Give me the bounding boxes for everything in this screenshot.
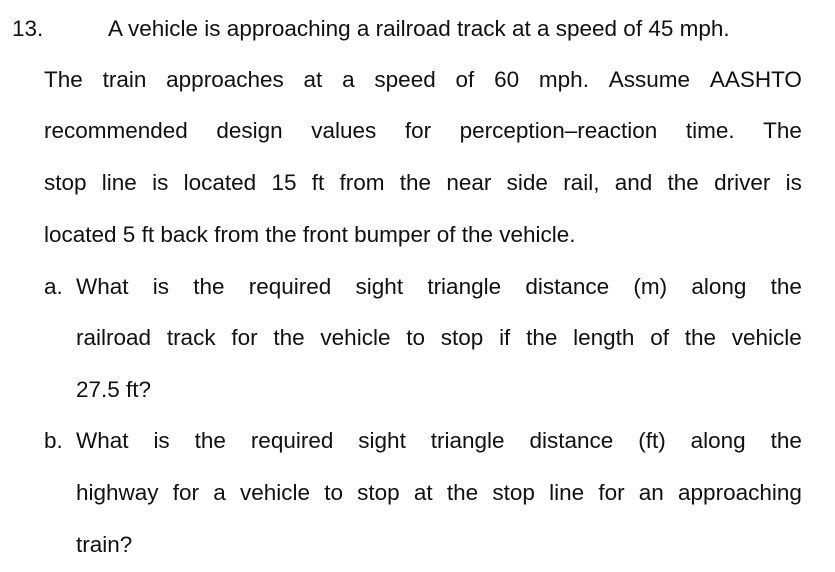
part-b-line-1-word: required (250, 428, 334, 453)
part-b-line-2-word: for (598, 480, 625, 505)
part-b-line-2-word: stop (492, 480, 535, 505)
stem-line-2-word: AASHTO (709, 67, 802, 92)
part-a-line-2-word: for (231, 325, 258, 350)
stem-line-3-word: recommended (44, 118, 188, 143)
stem-line-5 (44, 220, 576, 250)
stem-line-3-word: time. (685, 118, 735, 143)
part-b-line-1-word: triangle (430, 428, 505, 453)
part-b-line-1 (76, 426, 802, 456)
part-a-line-2-word: vehicle (320, 325, 391, 350)
part-a-line-1-word: the (193, 274, 225, 299)
stem-line-4-word: is (152, 170, 169, 195)
stem-line-4-word: stop (44, 170, 87, 195)
stem-line-2-word: approaches (166, 67, 284, 92)
part-b-line-2-word: highway (76, 480, 159, 505)
stem-line-2 (44, 65, 802, 95)
part-a-line-1-word: the (770, 274, 802, 299)
part-a-line-2-word: the (273, 325, 305, 350)
part-a-line-2-word: the (684, 325, 717, 350)
part-a-line-1-word: required (248, 274, 332, 299)
stem-line-3-word: perception–reaction (459, 118, 658, 143)
part-a-line-2-word: railroad (76, 325, 152, 350)
part-a-line-2-word: if (499, 325, 511, 350)
stem-line-4-word: is (785, 170, 802, 195)
part-b-line-1-word: What (76, 428, 129, 453)
stem-line-2-word: Assume (608, 67, 691, 92)
part-a-line-2-word: vehicle (731, 325, 802, 350)
stem-line-2-word: train (102, 67, 147, 92)
part-a-line-1-word: sight (355, 274, 404, 299)
stem-line-1 (108, 14, 802, 44)
part-a-line-1-word: (m) (633, 274, 668, 299)
part-b-line-1-word: distance (529, 428, 614, 453)
stem-line-2-word: a (342, 67, 355, 92)
stem-line-2-word: mph. (538, 67, 589, 92)
part-b-line-3 (76, 530, 132, 560)
part-b-label: b. (44, 428, 63, 453)
stem-line-4-word: the (399, 170, 432, 195)
part-b-line-2 (76, 478, 802, 508)
stem-line-4 (44, 168, 802, 198)
part-a-line-3 (76, 375, 151, 405)
part-b-line-3-text: train? (76, 532, 133, 557)
stem-line-4-word: from (339, 170, 385, 195)
part-a-line-2-word: the (526, 325, 558, 350)
part-a-line-1-word: distance (525, 274, 610, 299)
question-number: 13. (12, 16, 44, 41)
stem-line-4-word: near (446, 170, 492, 195)
stem-line-4-word: line (101, 170, 137, 195)
stem-line-4-word: the (667, 170, 699, 195)
part-a-line-2 (76, 323, 802, 353)
part-b-line-1-word: the (770, 428, 802, 453)
part-b-line-2-word: at (413, 480, 433, 505)
stem-line-2-word: at (303, 67, 323, 92)
part-a-line-2-word: to (406, 325, 425, 350)
part-a-line-2-word: stop (440, 325, 484, 350)
stem-line-4-word: ft (311, 170, 325, 195)
part-a-line-2-word: track (166, 325, 216, 350)
stem-line-4-word: located (183, 170, 257, 195)
part-a-line-1-word: What (76, 274, 129, 299)
stem-line-4-word: driver (714, 170, 771, 195)
stem-line-2-word: The (44, 67, 83, 92)
part-b-line-2-word: a (213, 480, 226, 505)
stem-line-4-word: rail, (563, 170, 600, 195)
part-b-line-1-word: along (690, 428, 746, 453)
part-b-line-1-word: is (153, 428, 170, 453)
stem-line-2-word: speed (374, 67, 436, 92)
part-a-line-1 (76, 272, 802, 302)
part-b-line-2-word: to (324, 480, 343, 505)
part-b-line-2-word: for (172, 480, 200, 505)
stem-line-3-word: values (311, 118, 377, 143)
stem-line-3 (44, 116, 802, 146)
stem-line-3-word: design (216, 118, 283, 143)
part-a-line-1-word: is (152, 274, 169, 299)
part-b-line-1-word: the (194, 428, 226, 453)
part-b-line-2-word: approaching (678, 480, 802, 505)
stem-line-5-text: located 5 ft back from the front bumper of the vehicle. (44, 222, 576, 247)
stem-line-3-word: for (404, 118, 432, 143)
part-a-line-1-word: along (691, 274, 747, 299)
part-b-line-2-word: the (446, 480, 479, 505)
part-a-line-3-text: 27.5 ft? (76, 377, 152, 402)
stem-line-3-word: The (763, 118, 802, 143)
part-b-line-1-word: (ft) (638, 428, 666, 453)
part-a-line-2-word: of (650, 325, 669, 350)
part-a-label: a. (44, 274, 63, 299)
stem-line-4-word: side (506, 170, 548, 195)
stem-line-2-word: 60 (494, 67, 520, 92)
part-a-line-1-word: triangle (427, 274, 502, 299)
stem-line-1-text: A vehicle is approaching a railroad track at a speed of 45 mph. (108, 16, 730, 41)
stem-line-4-word: and (614, 170, 653, 195)
part-b-line-2-word: line (549, 480, 585, 505)
part-a-line-2-word: length (573, 325, 635, 350)
stem-line-4-word: 15 (271, 170, 297, 195)
stem-line-2-word: of (455, 67, 475, 92)
part-b-line-1-word: sight (358, 428, 406, 453)
part-b-line-2-word: an (638, 480, 664, 505)
part-b-line-2-word: vehicle (239, 480, 310, 505)
part-b-line-2-word: stop (357, 480, 400, 505)
